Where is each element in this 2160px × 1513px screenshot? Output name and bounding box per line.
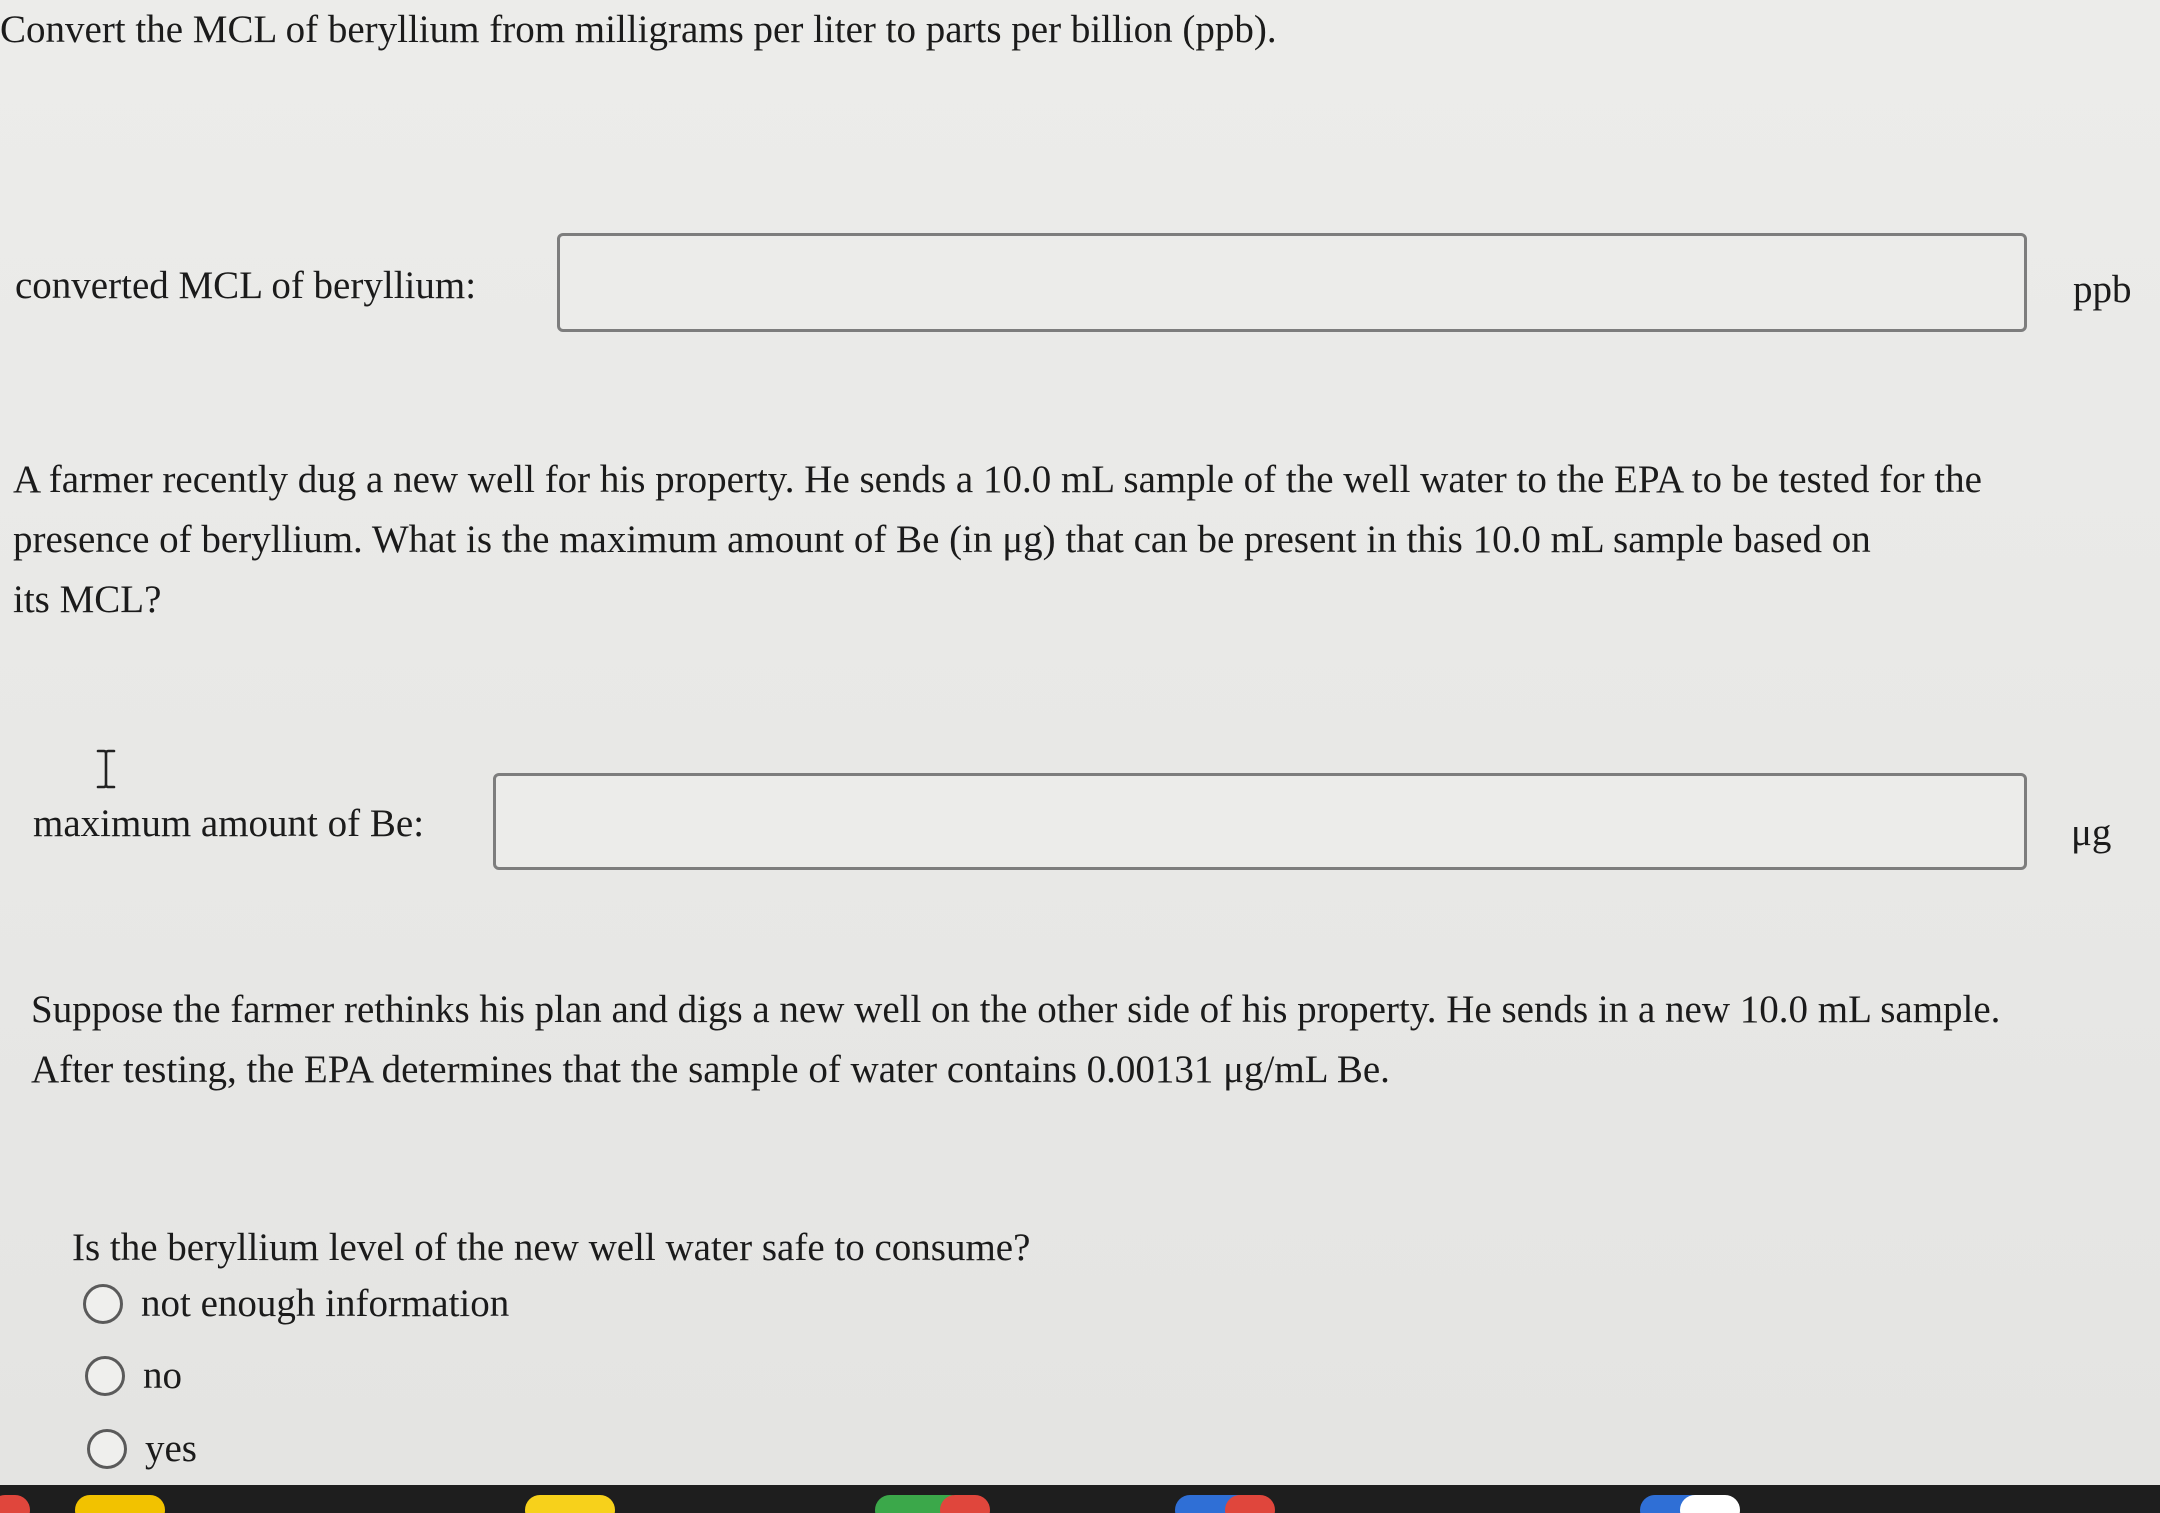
max-be-input[interactable] xyxy=(493,773,2027,870)
q3-line-1: Suppose the farmer rethinks his plan and digs a new well on the other side of his property. He sends in a new 10.0 mL sample. xyxy=(31,988,2001,1031)
unit-ppb: ppb xyxy=(2073,268,2132,311)
dock-icon[interactable] xyxy=(1680,1495,1740,1513)
radio-not-enough-information[interactable] xyxy=(83,1284,123,1324)
q3-line-2: After testing, the EPA determines that the sample of water contains 0.00131 μg/mL Be. xyxy=(31,1048,1390,1091)
dock-icon[interactable] xyxy=(940,1495,990,1513)
q2-field-label: maximum amount of Be: xyxy=(33,802,425,845)
q1-field-label: converted MCL of beryllium: xyxy=(15,264,477,307)
option-not-enough-information[interactable] xyxy=(83,1276,509,1332)
unit-microgram: μg xyxy=(2071,811,2112,854)
option-yes[interactable] xyxy=(87,1421,197,1477)
radio-yes[interactable] xyxy=(87,1429,127,1469)
q2-line-3: its MCL? xyxy=(13,578,162,621)
option-label: no xyxy=(143,1354,182,1397)
option-no[interactable] xyxy=(85,1348,182,1404)
dock-icon[interactable] xyxy=(525,1495,615,1513)
option-label: yes xyxy=(145,1427,197,1470)
q1-prompt: Convert the MCL of beryllium from milligrams per liter to parts per billion (ppb). xyxy=(0,8,1277,51)
q3-paragraph xyxy=(31,980,2141,1100)
q2-paragraph xyxy=(13,450,2123,630)
dock-icon[interactable] xyxy=(0,1495,30,1513)
q2-line-2: presence of beryllium. What is the maximum amount of Be (in μg) that can be present in this 10.0 mL sample based on xyxy=(13,518,1871,561)
q3-question: Is the beryllium level of the new well water safe to consume? xyxy=(72,1226,1031,1269)
text-cursor-icon xyxy=(94,748,118,790)
dock-icon[interactable] xyxy=(1225,1495,1275,1513)
option-label: not enough information xyxy=(141,1282,510,1325)
mcl-ppb-input[interactable] xyxy=(557,233,2027,332)
dock-icon[interactable] xyxy=(75,1495,165,1513)
dock-bar xyxy=(0,1485,2160,1513)
radio-no[interactable] xyxy=(85,1356,125,1396)
q2-line-1: A farmer recently dug a new well for his property. He sends a 10.0 mL sample of the well water to the EPA to be tested for the xyxy=(13,458,1982,501)
